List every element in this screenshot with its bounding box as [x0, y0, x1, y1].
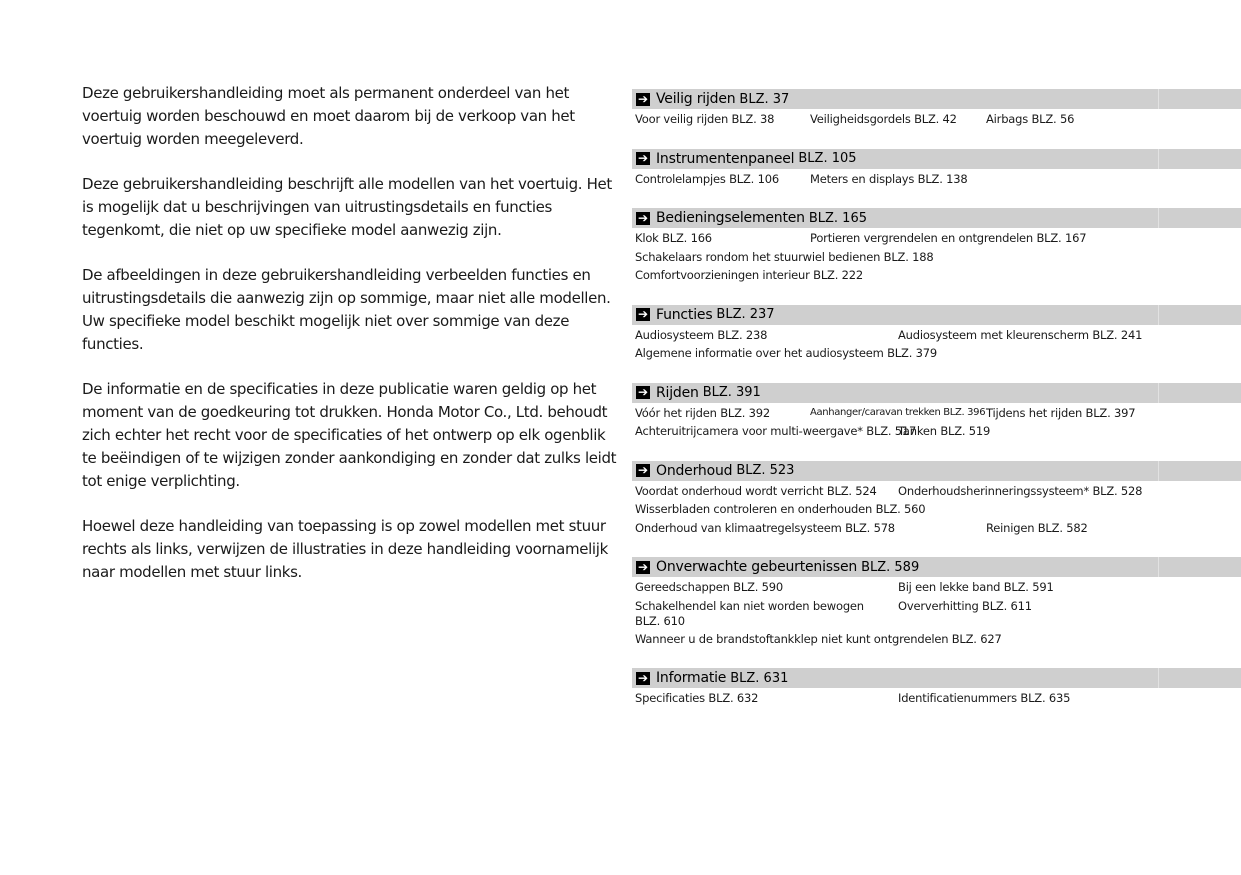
toc-section-title: Veilig rijden [656, 91, 736, 107]
toc-section-link-onderhoud[interactable] [636, 463, 794, 479]
toc-link[interactable]: Onderhoud van klimaatregelsysteem BLZ. 578 [635, 520, 895, 535]
toc-section-title: Rijden [656, 384, 699, 401]
toc-section-link-instrumentenpaneel[interactable] [636, 151, 857, 167]
toc-link[interactable]: Specificaties BLZ. 632 [635, 691, 759, 705]
toc-section-header [632, 89, 1241, 109]
toc-section-header [632, 383, 1241, 403]
toc-section-link-functies[interactable] [636, 307, 775, 323]
toc-section-link-veilig-rijden[interactable] [636, 91, 789, 107]
toc-section-title: Onderhoud [656, 462, 733, 479]
toc-link[interactable]: Wisserbladen controleren en onderhouden BLZ. 560 [635, 502, 926, 516]
toc-link[interactable]: Klok BLZ. 166 [635, 231, 712, 245]
toc-section-link-rijden[interactable] [636, 385, 761, 401]
toc-section-header [632, 149, 1241, 169]
toc-link[interactable]: Tanken BLZ. 519 [898, 424, 991, 438]
toc-link[interactable]: Wanneer u de brandstoftankklep niet kunt ontgrendelen BLZ. 627 [635, 631, 1002, 646]
intro-paragraph: De afbeeldingen in deze gebruikershandleiding verbeelden functies en uitrustingsdetails die aanwezig zijn op sommige, maar niet alle modellen. Uw specifieke model beschikt mogelijk niet over sommige van deze functies. [82, 266, 611, 353]
toc-link[interactable]: Algemene informatie over het audiosysteem BLZ. 379 [635, 346, 937, 360]
arrow-right-icon: ➔ [637, 463, 649, 477]
toc-link[interactable]: Onderhoudsherinneringssysteem* BLZ. 528 [898, 483, 1143, 498]
toc-section-page: BLZ. 37 [739, 91, 790, 107]
toc-link[interactable]: Oververhitting BLZ. 611 [898, 598, 1032, 613]
toc-section-page: BLZ. 589 [861, 559, 920, 575]
toc-section-rijden [632, 383, 1241, 441]
toc-section-link-informatie[interactable] [636, 670, 788, 686]
toc-section-informatie [632, 668, 1241, 708]
toc-section-header [632, 305, 1241, 325]
intro-paragraph: Deze gebruikershandleiding moet als permanent onderdeel van het voertuig worden beschouwd en moet daarom bij de verkoop van het voertuig worden meegeleverd. [82, 84, 575, 148]
arrow-right-icon: ➔ [637, 559, 649, 574]
arrow-right-icon: ➔ [637, 670, 649, 685]
toc-section-page: BLZ. 523 [736, 463, 795, 478]
toc-section-title: Informatie [656, 670, 727, 686]
toc-link[interactable]: Audiosysteem met kleurenscherm BLZ. 241 [898, 327, 1143, 342]
toc-section-onverwachte-gebeurtenissen [632, 557, 1241, 648]
arrow-right-icon: ➔ [637, 210, 649, 225]
toc-section-instrumentenpaneel [632, 149, 1241, 189]
arrow-right-icon: ➔ [637, 151, 649, 165]
toc-section-page: BLZ. 391 [702, 385, 761, 400]
toc-link[interactable]: Voordat onderhoud wordt verricht BLZ. 524 [635, 483, 877, 498]
toc-link[interactable]: Gereedschappen BLZ. 590 [635, 580, 784, 594]
arrow-right-icon: ➔ [637, 307, 649, 321]
toc-link[interactable]: Comfortvoorzieningen interieur BLZ. 222 [635, 268, 863, 282]
intro-paragraph: Hoewel deze handleiding van toepassing is op zowel modellen met stuur rechts als links, verwijzen de illustraties in deze handleiding voornamelijk naar modellen met stuur links. [82, 517, 608, 581]
toc-section-veilig-rijden [632, 89, 1241, 129]
toc-section-header [632, 461, 1241, 481]
table-of-contents [632, 89, 1241, 728]
intro-text [82, 82, 622, 606]
arrow-right-icon: ➔ [637, 91, 649, 106]
toc-section-page: BLZ. 105 [798, 151, 857, 166]
toc-section-title: Functies [656, 306, 713, 323]
toc-section-header [632, 668, 1241, 688]
arrow-right-icon: ➔ [637, 385, 649, 399]
toc-section-onderhoud [632, 461, 1241, 538]
toc-link[interactable]: Aanhanger/caravan trekken BLZ. 396 [810, 406, 986, 418]
intro-paragraph: Deze gebruikershandleiding beschrijft alle modellen van het voertuig. Het is mogelijk dat u beschrijvingen van uitrustingsdetails en functies tegenkomt, die niet op uw specifieke model aanwezig zijn. [82, 175, 612, 239]
toc-link[interactable]: Veiligheidsgordels BLZ. 42 [810, 112, 957, 126]
toc-link[interactable]: Bij een lekke band BLZ. 591 [898, 580, 1054, 594]
toc-link[interactable]: Achteruitrijcamera voor multi-weergave* BLZ. 517 [635, 424, 917, 438]
toc-link[interactable]: Schakelaars rondom het stuurwiel bedienen BLZ. 188 [635, 249, 934, 264]
toc-link[interactable]: Airbags BLZ. 56 [986, 112, 1075, 126]
toc-section-bedieningselementen [632, 208, 1241, 285]
toc-section-link-onverwachte-gebeurtenissen[interactable] [636, 559, 919, 575]
toc-section-page: BLZ. 631 [730, 670, 789, 686]
toc-link[interactable]: Reinigen BLZ. 582 [986, 520, 1088, 535]
toc-section-title: Instrumentenpaneel [656, 150, 795, 167]
toc-link[interactable]: Controlelampjes BLZ. 106 [635, 171, 779, 186]
toc-section-page: BLZ. 165 [808, 210, 867, 226]
toc-section-page: BLZ. 237 [716, 307, 775, 322]
intro-paragraph: De informatie en de specificaties in deze publicatie waren geldig op het moment van de goedkeuring tot drukken. Honda Motor Co., Ltd. behoudt zich echter het recht voor de specificaties of het ontwerp op elk ogenblik te beëindigen of te wijzigen zonder aankondiging en zonder dat zulks leidt tot enige verplichting. [82, 380, 617, 490]
toc-section-title: Onverwachte gebeurtenissen [656, 559, 858, 575]
toc-section-title: Bedieningselementen [656, 210, 805, 226]
toc-link[interactable]: Vóór het rijden BLZ. 392 [635, 405, 771, 420]
toc-link[interactable]: Portieren vergrendelen en ontgrendelen BLZ. 167 [810, 231, 1087, 245]
toc-link[interactable]: Schakelhendel kan niet worden bewogen BLZ. 610 [635, 598, 864, 628]
toc-link[interactable]: Audiosysteem BLZ. 238 [635, 327, 768, 342]
toc-link[interactable]: Identificatienummers BLZ. 635 [898, 691, 1071, 705]
toc-section-header [632, 208, 1241, 228]
toc-section-functies [632, 305, 1241, 363]
toc-section-header [632, 557, 1241, 577]
toc-link[interactable]: Meters en displays BLZ. 138 [810, 171, 968, 186]
toc-link[interactable]: Tijdens het rijden BLZ. 397 [986, 405, 1136, 420]
toc-section-link-bedieningselementen[interactable] [636, 210, 867, 226]
toc-link[interactable]: Voor veilig rijden BLZ. 38 [635, 112, 775, 126]
